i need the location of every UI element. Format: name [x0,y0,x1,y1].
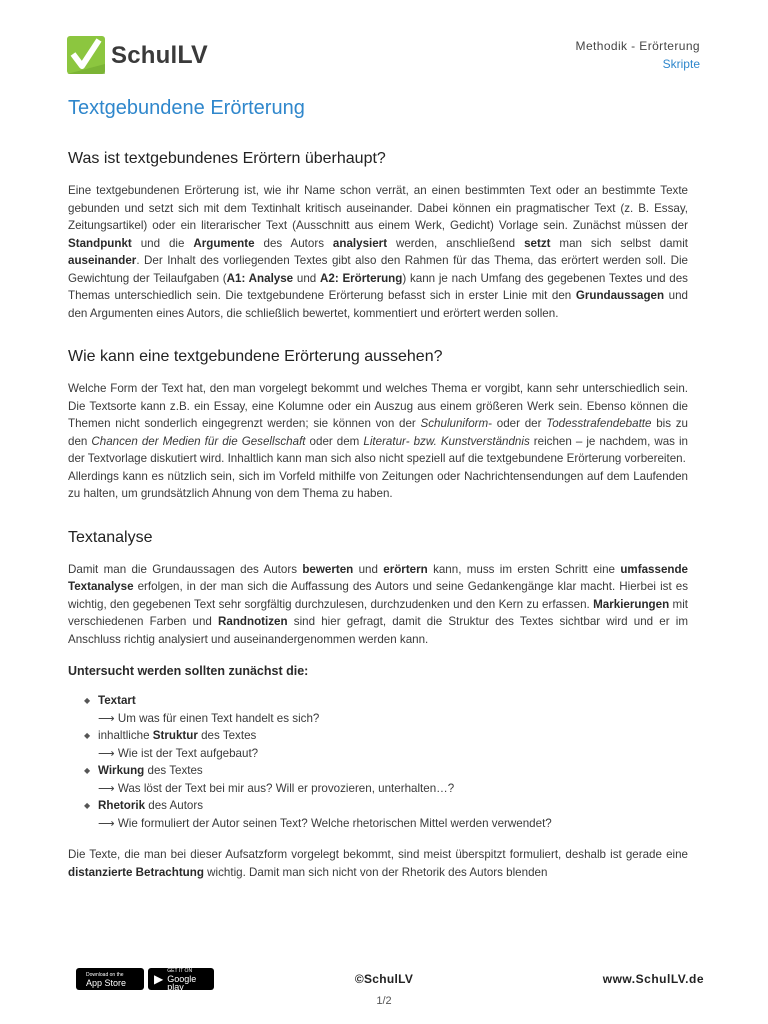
play-store-icon: ▶ [154,972,164,986]
diamond-bullet-icon: ◆ [84,731,91,740]
website-link[interactable]: www.SchulLV.de [602,972,704,986]
right-arrow-icon: ⟶ [98,746,118,760]
checkmark-logo-icon [67,36,105,74]
category-label: Methodik - Erörterung [575,39,700,53]
page-number: 1/2 [376,995,392,1007]
app-store-badge[interactable]: Download on the App Store [76,968,144,990]
diamond-bullet-icon: ◆ [84,801,91,810]
diamond-bullet-icon: ◆ [84,766,91,775]
list-item: ◆ Wirkung des Textes ⟶ Was löst der Text bei mir aus? Will er provozieren, unterhalten…? [84,764,455,795]
right-arrow-icon: ⟶ [98,816,118,830]
document-body [68,94,688,881]
section-heading-what: Was ist textgebundenes Erörtern überhaupt? [68,150,386,167]
right-arrow-icon: ⟶ [98,781,118,795]
paragraph-what: Eine textgebundenen Erörterung ist, wie ihr Name schon verrät, an einen bestimmten Text oder an bestimmte Texte gebunden und setzt sich mit dem Textinhalt kritisch auseinander. Dabei können ein pragmatischer Text (z. B. Essay, Zeitungsartikel) oder ein literarischer Text (Ausschnitt aus einem Werk, Gedicht) Vorlage sein. Zunächst müssen der Standpunkt und die Argumente des Autors analysiert werden, anschließend setzt man sich selbst damit auseinander. Der Inhalt des vorliegenden Textes gibt also den Rahmen für das Thema, das erörtert werden soll. Die Gewichtung der Teilaufgaben (A1: Analyse und A2: Erörterung) kann je nach Umfang des gegebenen Textes und des Themas unterschiedlich sein. Die textgebundene Erörterung befasst sich in erster Linie mit den Grundaussagen und den Argumenten eines Autors, die schließlich bewertet, kommentiert und erörtert werden sollen. [68,184,688,320]
paragraph-how: Welche Form der Text hat, den man vorgelegt bekommt und welches Thema er vorgibt, kann sehr unterschiedlich sein. Die Textsorte kann z.B. ein Essay, eine Kolumne oder ein Auszug aus einem größeren Werk sein. Ebenso können die Themen nicht sonderlich eingegrenzt werden; sie können von der Schuluniform- oder der Todesstrafendebatte bis zu den Chancen der Medien für die Gesellschaft oder dem Literatur- bzw. Kunstverständnis reichen – je nachdem, was in der Textvorlage diskutiert wird. Inhaltlich kann man sich also nicht speziell auf die textgebundene Erörterung vorbereiten. Allerdings kann es nützlich sein, sich im Vorfeld mithilfe von Zeitungen oder Nachrichtensendungen auf dem Laufenden zu halten, um grundsätzlich Ahnung von dem Thema zu haben. [68,382,688,500]
section-heading-textanalyse: Textanalyse [68,528,153,546]
copyright-text: ©SchulLV [354,972,414,986]
list-item: ◆ Textart ⟶ Um was für einen Text handelt es sich? [84,694,320,725]
analysis-list [68,692,688,832]
page-footer [0,966,768,1024]
google-play-badge[interactable]: ▶ GET IT ON Google play [148,968,214,990]
paragraph-distance: Die Texte, die man bei dieser Aufsatzform vorgelegt bekommt, sind meist überspitzt formuliert, deshalb ist gerade eine distanzierte Betrachtung wichtig. Damit man sich nicht von der Rhetorik des Autors blenden [68,848,688,879]
schullv-logo[interactable] [67,36,208,74]
doc-type-link[interactable]: Skripte [662,57,700,71]
header-meta [576,37,700,73]
list-item: ◆ Rhetorik des Autors ⟶ Wie formuliert der Autor seinen Text? Welche rhetorischen Mittel werden verwendet? [84,799,552,830]
list-item: ◆ inhaltliche Struktur des Textes ⟶ Wie ist der Text aufgebaut? [84,729,259,760]
brand-name: SchulLV [111,40,208,69]
paragraph-textanalyse: Damit man die Grundaussagen des Autors bewerten und erörtern kann, muss im ersten Schritt eine umfassende Textanalyse erfolgen, in der man sich die Auffassung des Autors und seine Gedankengänge klar macht. Hierbei ist es wichtig, den gegebenen Text sehr sorgfältig durchzulesen, durchzudenken und den Kern zu erfassen. Markierungen mit verschiedenen Farben und Randnotizen sind hier gefragt, damit die Struktur des Textes sichtbar wird und er im Anschluss richtig analysiert und auseinandergenommen werden kann. [68,562,688,646]
diamond-bullet-icon: ◆ [84,696,91,705]
section-heading-how: Wie kann eine textgebundene Erörterung aussehen? [68,348,443,365]
right-arrow-icon: ⟶ [98,711,118,725]
page-title: Textgebundene Erörterung [68,97,305,119]
list-subheading: Untersucht werden sollten zunächst die: [68,664,309,678]
